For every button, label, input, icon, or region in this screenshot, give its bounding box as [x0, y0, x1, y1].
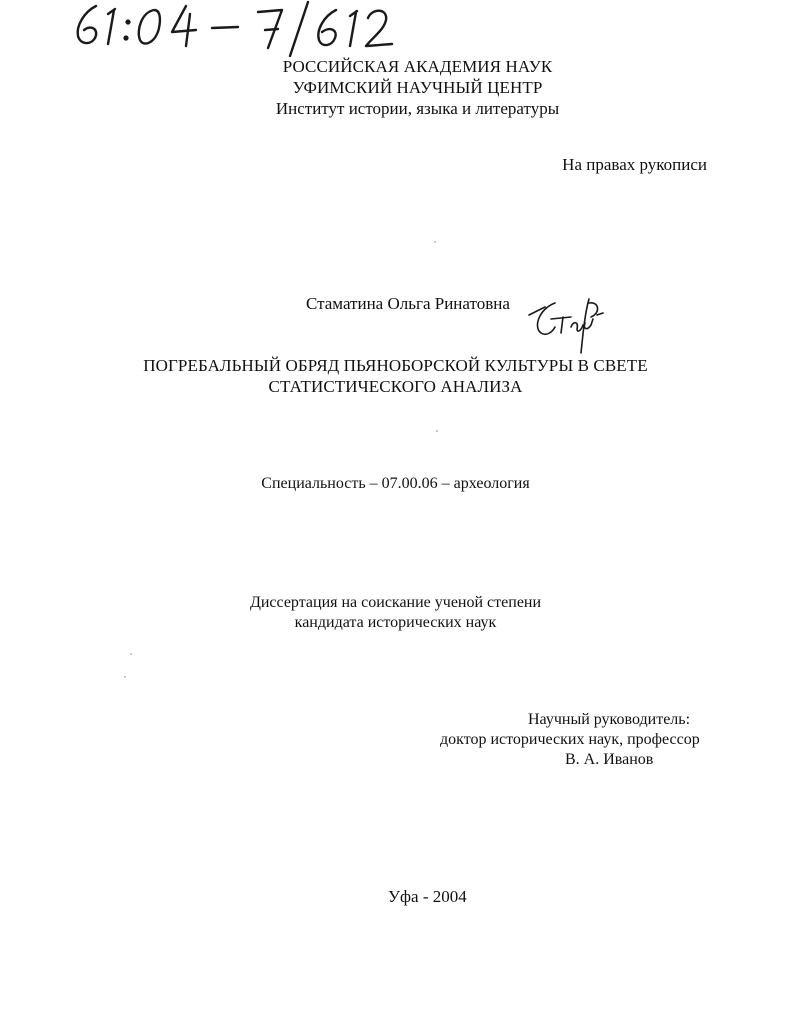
signature-scribble	[527, 293, 619, 355]
institute-name-text: Институт истории, языка и литературы	[275, 99, 560, 118]
dissertation-title-line2	[0, 376, 791, 397]
place-year: Уфа - 2004	[388, 887, 467, 906]
archive-code-handwriting	[70, 0, 430, 58]
academy-name-text: РОССИЙСКАЯ АКАДЕМИЯ НАУК	[282, 57, 553, 76]
dissertation-degree-line1	[0, 593, 791, 613]
supervisor-name: В. А. Иванов	[565, 751, 654, 768]
specialty-text: Специальность – 07.00.06 – археология	[261, 475, 530, 492]
center-name-text: УФИМСКИЙ НАУЧНЫЙ ЦЕНТР	[292, 78, 543, 97]
academy-name	[0, 56, 791, 77]
scan-speck	[130, 653, 132, 655]
specialty	[0, 474, 791, 494]
author-name: Стаматина Ольга Ринатовна	[306, 294, 510, 313]
supervisor-label: Научный руководитель:	[528, 711, 691, 728]
dissertation-degree-line2-text: кандидата исторических наук	[294, 614, 497, 631]
scan-speck	[434, 241, 436, 243]
handwritten-archive-code	[70, 0, 430, 58]
institute-name	[0, 98, 791, 119]
author-signature	[527, 293, 619, 355]
dissertation-title-line1-text: ПОГРЕБАЛЬНЫЙ ОБРЯД ПЬЯНОБОРСКОЙ КУЛЬТУРЫ В СВЕТЕ	[143, 356, 648, 375]
supervisor-degree: доктор исторических наук, профессор	[440, 731, 700, 748]
center-name	[0, 77, 791, 98]
scan-speck	[436, 430, 438, 432]
dissertation-degree-line1-text: Диссертация на соискание ученой степени	[249, 594, 542, 611]
dissertation-title-line2-text: СТАТИСТИЧЕСКОГО АНАЛИЗА	[268, 377, 523, 396]
scan-speck	[124, 676, 126, 678]
dissertation-degree-line2	[0, 613, 791, 633]
manuscript-note: На правах рукописи	[562, 155, 707, 174]
dissertation-title-line1	[0, 355, 791, 376]
